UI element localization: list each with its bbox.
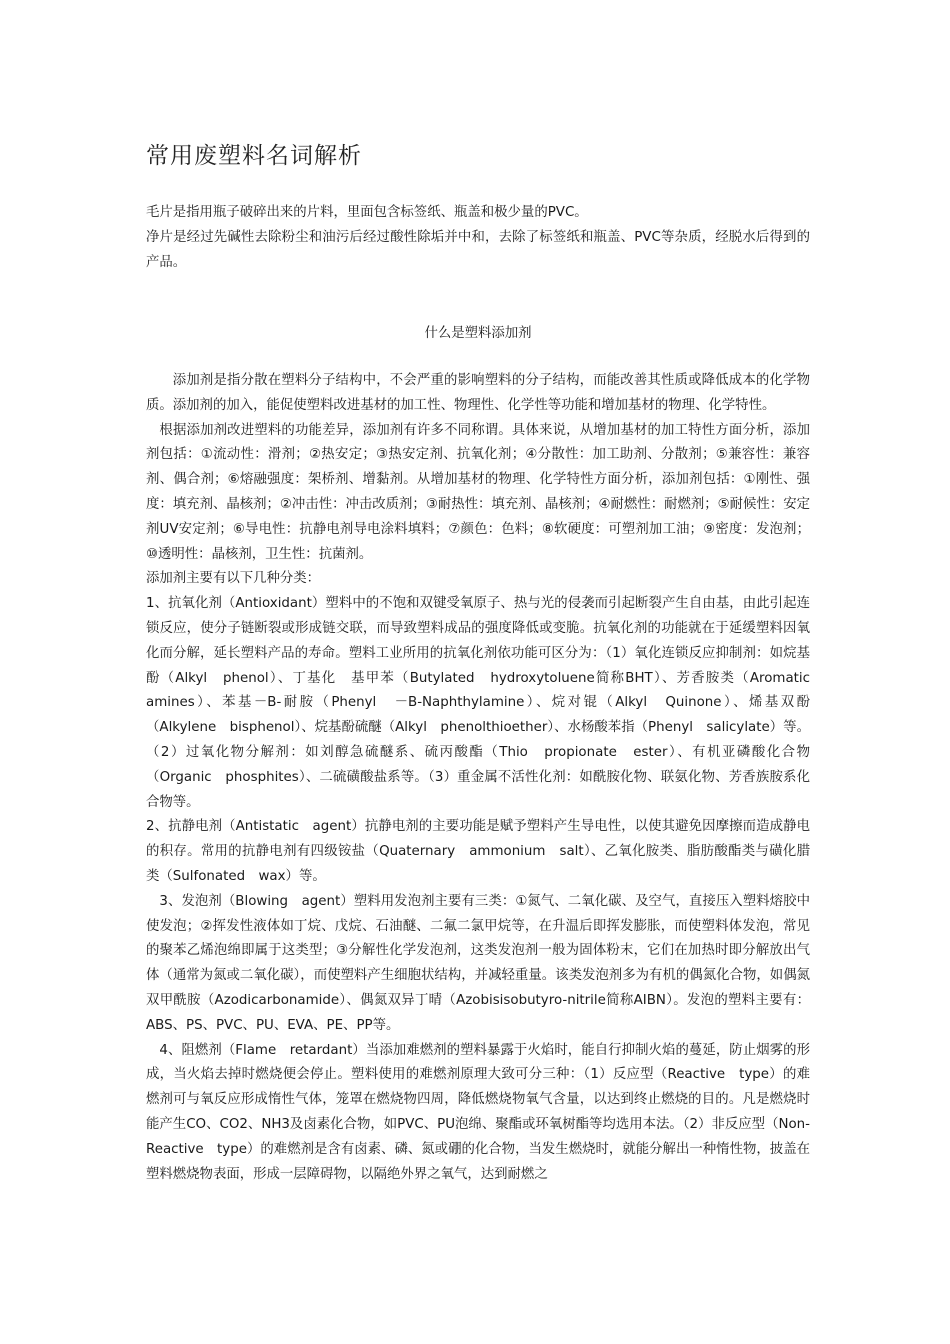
- section-title: 什么是塑料添加剂: [424, 326, 532, 341]
- paragraph-blowing-agent: 3、发泡剂（Blowing agent）塑料用发泡剂主要有三类：①氮气、二氧化碳、及空气，直接压入塑料熔胶中使发泡；②挥发性液体如丁烷、戊烷、石油醚、二氟二氯甲烷等，在升温后即挥发膨胀，而使塑料体发泡，常见的聚苯乙烯泡绵即属于这类型；③分解性化学发泡剂，这类发泡剂一般为固体粉末，它们在加热时即分解放出气体（通常为氮或二氧化碳），而使塑料产生细胞状结构，并减轻重量。该类发泡剂多为有机的偶氮化合物，如偶氮双甲酰胺（Azodicarbonamide）、偶氮双异丁晴（Azobisisobutyro-nitrile简称AIBN）。发泡的塑料主要有：ABS、PS、PVC、PU、EVA、PE、PP等。: [146, 893, 810, 1033]
- paragraph-functions: 根据添加剂改进塑料的功能差异，添加剂有许多不同称谓。具体来说，从增加基材的加工特性方面分析，添加剂包括：①流动性：滑剂；②热安定；③热安定剂、抗氧化剂；④分散性：加工助剂、分散剂；⑤兼容性：兼容剂、偶合剂；⑥熔融强度：架桥剂、增黏剂。从增加基材的物理、化学特性方面分析，添加剂包括：①刚性、强度：填充剂、晶核剂；②冲击性：冲击改质剂；③耐热性：填充剂、晶核剂；④耐燃性：耐燃剂；⑤耐候性：安定剂UV安定剂；⑥导电性：抗静电剂导电涂料填料；⑦颜色：色料；⑧软硬度：可塑剂加工油；⑨密度：发泡剂；⑩透明性：晶核剂，卫生性：抗菌剂。: [146, 422, 810, 562]
- document-title: 常用废塑料名词解析: [146, 143, 362, 169]
- paragraph-categories-intro: 添加剂主要有以下几种分类：: [146, 571, 321, 587]
- intro-paragraph: 毛片是指用瓶子破碎出来的片料，里面包含标签纸、瓶盖和极少量的PVC。: [146, 205, 588, 220]
- paragraph-definition: 添加剂是指分散在塑料分子结构中，不会严重的影响塑料的分子结构，而能改善其性质或降低成本的化学物质。添加剂的加入，能促使塑料改进基材的加工性、物理性、化学性等功能和增加基材的物理、化学特性。: [146, 373, 810, 413]
- paragraph-antioxidant: 1、抗氧化剂（Antioxidant）塑料中的不饱和双键受氧原子、热与光的侵袭而引起断裂产生自由基，由此引起连锁反应，使分子链断裂或形成链交联，而导致塑料成品的强度降低或变脆。抗氧化剂的功能就在于延缓塑料因氧化而分解，延长塑料产品的寿命。塑料工业所用的抗氧化剂依功能可区分为：（1）氧化连锁反应抑制剂：如烷基酚（Alkyl phenol）、丁基化 基甲苯（Butylated hydroxytoluene简称BHT）、芳香胺类（Aromatic amines）、苯基－B-耐胺（Phenyl －B-Naphthylamine）、烷对锟（Alkyl Quinone）、烯基双酚（Alkylene bisphenol）、烷基酚硫醚（Alkyl phenolthioether）、水杨酸苯指（Phenyl salicylate）等。（2）过氧化物分解剂：如刘醇急硫醚系、硫丙酸酯（Thio propionate ester）、有机亚磷酸化合物（Organic phosphites）、二硫磺酸盐系等。（3）重金属不活性化剂：如酰胺化物、联氨化物、芳香族胺系化合物等。: [146, 596, 824, 810]
- intro-block: [146, 200, 810, 275]
- intro-paragraph: 净片是经过先碱性去除粉尘和油污后经过酸性除垢并中和，去除了标签纸和瓶盖、PVC等杂质，经脱水后得到的产品。: [146, 230, 810, 270]
- paragraph-flame-retardant: 4、阻燃剂（Flame retardant）当添加难燃剂的塑料暴露于火焰时，能自行抑制火焰的蔓延，防止烟雾的形成，当火焰去掉时燃烧便会停止。塑料使用的难燃剂原理大致可分三种：（1）反应型（Reactive type）的难燃剂可与氧反应形成惰性气体，笼罩在燃烧物四周，降低燃烧物氧气含量，以达到终止燃烧的目的。凡是燃烧时能产生CO、CO2、NH3及卤素化合物，如PVC、PU泡绵、聚酯或环氧树酯等均选用本法。（2）非反应型（Non-Reactive type）的难燃剂是含有卤素、磷、氮或硼的化合物，当发生燃烧时，就能分解出一种惰性物，披盖在塑料燃烧物表面，形成一层障碍物，以隔绝外界之氧气，达到耐燃之: [146, 1042, 810, 1182]
- body-text: [146, 369, 824, 1187]
- paragraph-antistatic: 2、抗静电剂（Antistatic agent）抗静电剂的主要功能是赋予塑料产生导电性，以使其避免因摩擦而造成静电的积存。常用的抗静电剂有四级铵盐（Quaternary ammonium salt）、乙氧化胺类、脂肪酸酯类与磺化腊类（Sulfonated wax）等。: [146, 819, 810, 884]
